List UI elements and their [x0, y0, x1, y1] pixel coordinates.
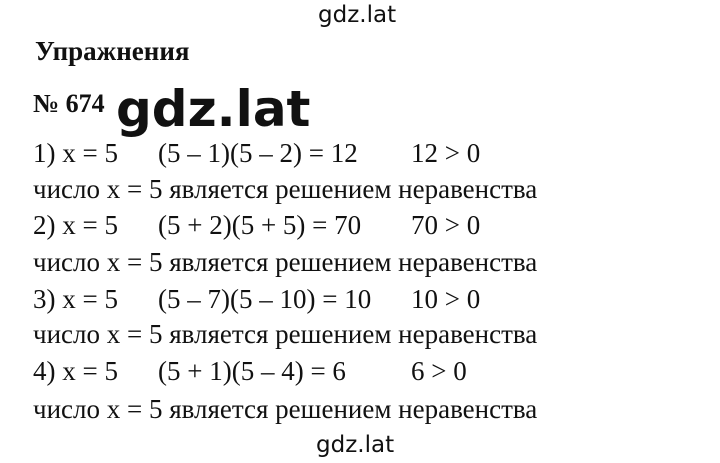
calculation-1: (5 – 1)(5 – 2) = 12	[158, 138, 358, 168]
conclusion-1: число x = 5 является решением неравенства	[33, 174, 538, 204]
watermark-top: gdz.lat	[318, 2, 397, 28]
calculation-3: (5 – 7)(5 – 10) = 10	[158, 284, 372, 314]
comparison-3: 10 > 0	[411, 284, 481, 314]
comparison-1: 12 > 0	[411, 138, 481, 168]
watermark-bottom: gdz.lat	[316, 432, 395, 458]
task-number: № 674	[33, 89, 105, 118]
calculation-2: (5 + 2)(5 + 5) = 70	[158, 210, 362, 240]
comparison-2: 70 > 0	[411, 210, 481, 240]
check-value-1: 1) x = 5	[33, 138, 118, 168]
section-heading: Упражнения	[35, 36, 190, 66]
conclusion-4: число x = 5 является решением неравенства	[33, 394, 538, 424]
calculation-4: (5 + 1)(5 – 4) = 6	[158, 356, 346, 386]
watermark-large: gdz.lat	[116, 80, 311, 138]
check-value-2: 2) x = 5	[33, 210, 118, 240]
conclusion-2: число x = 5 является решением неравенства	[33, 247, 538, 277]
check-value-3: 3) x = 5	[33, 284, 118, 314]
conclusion-3: число x = 5 является решением неравенства	[33, 319, 538, 349]
check-value-4: 4) x = 5	[33, 356, 118, 386]
comparison-4: 6 > 0	[411, 356, 467, 386]
